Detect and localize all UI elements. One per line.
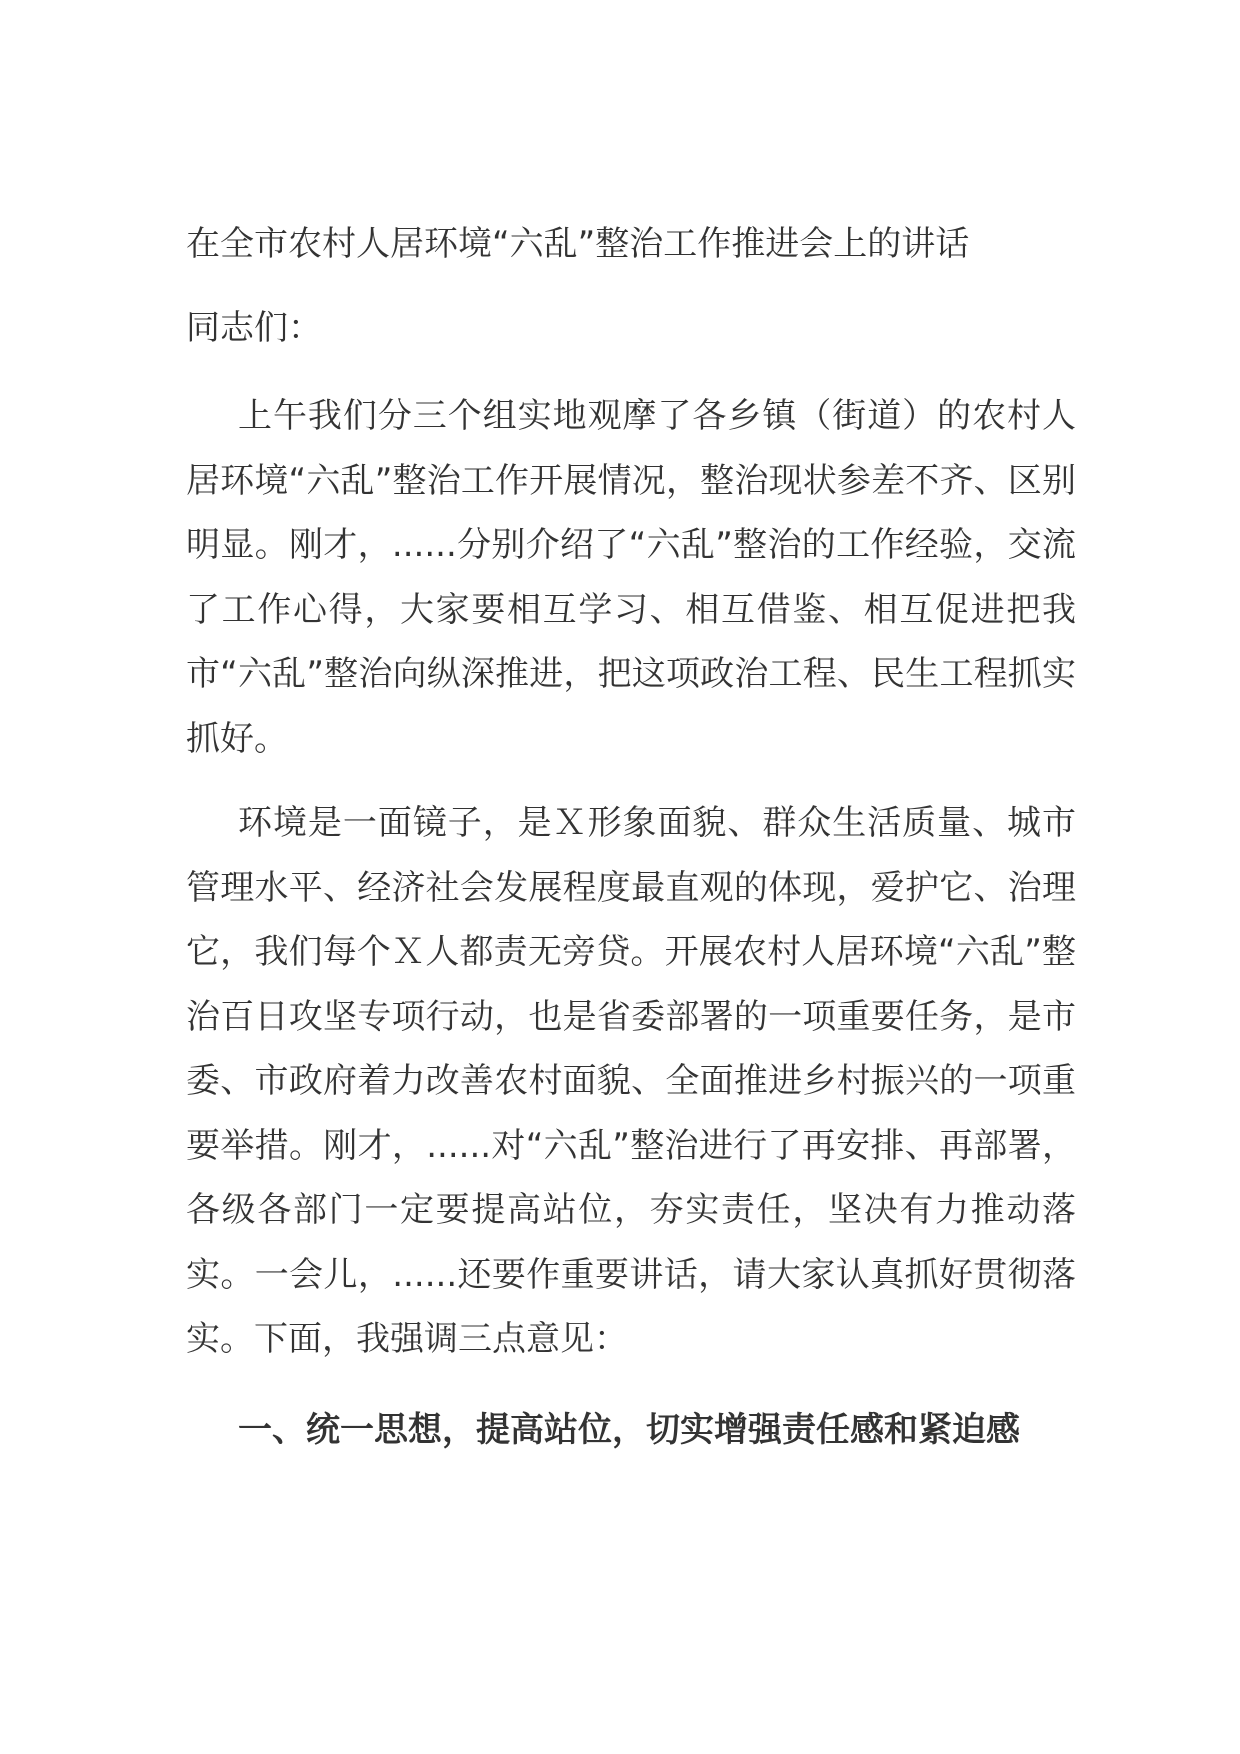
section-heading-1: 一、统一思想，提高站位，切实增强责任感和紧迫感 <box>238 1409 1020 1450</box>
salutation: 同志们： <box>186 308 322 348</box>
document-title: 在全市农村人居环境“六乱”整治工作推进会上的讲话 <box>186 224 970 264</box>
paragraph-1: 上午我们分三个组实地观摩了各乡镇（街道）的农村人居环境“六乱”整治工作开展情况，整治现状参差不齐、区别明显。刚才，......分别介绍了“六乱”整治的工作经验，交流了工作心得，大家要相互学习、相互借鉴、相互促进把我市“六乱”整治向纵深推进，把这项政治工程、民生工程抓实抓好。 <box>186 396 1076 759</box>
paragraph-2: 环境是一面镜子，是Ｘ形象面貌、群众生活质量、城市管理水平、经济社会发展程度最直观的体现，爱护它、治理它，我们每个Ｘ人都责无旁贷。开展农村人居环境“六乱”整治百日攻坚专项行动，也是省委部署的一项重要任务，是市委、市政府着力改善农村面貌、全面推进乡村振兴的一项重要举措。刚才，......对“六乱”整治进行了再安排、再部署，各级各部门一定要提高站位，夯实责任，坚决有力推动落实。一会儿，......还要作重要讲话，请大家认真抓好贯彻落实。下面，我强调三点意见： <box>186 803 1076 1359</box>
document-body <box>186 212 1076 1462</box>
